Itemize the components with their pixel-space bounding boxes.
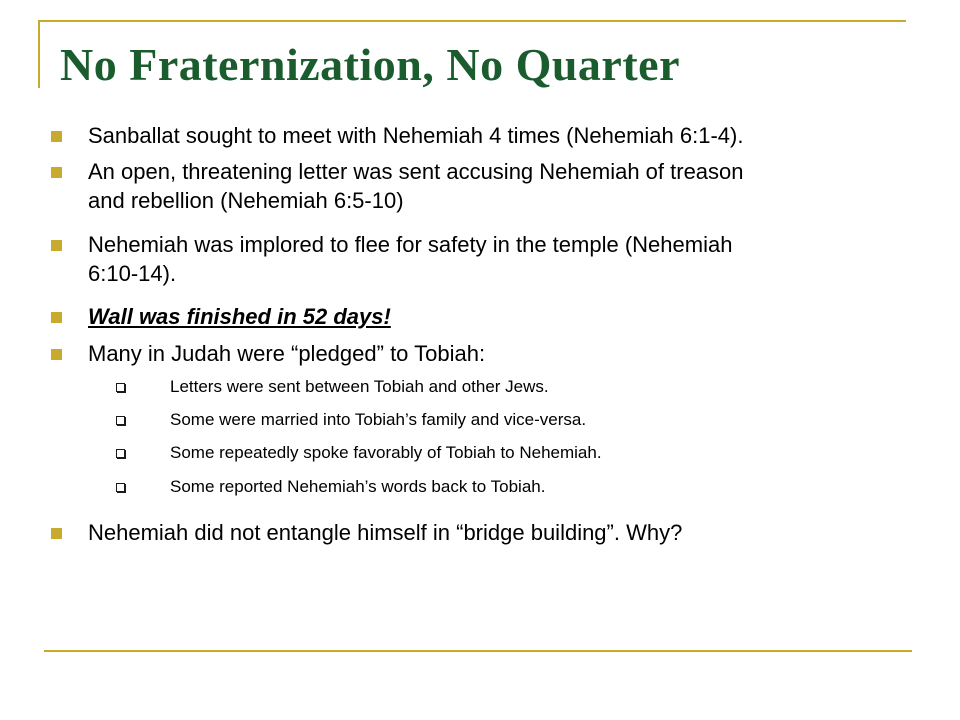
checkbox-bullet-icon (116, 383, 125, 392)
bullet-text-line (88, 186, 404, 215)
text-segment: Sanballat sought to meet with Nehemiah 4 times ( (88, 123, 574, 148)
slide-title: No Fraternization, No Quarter (60, 39, 681, 90)
frame-bottom-rule (44, 650, 912, 652)
scripture-reference: Nehemiah 6:1-4 (573, 123, 731, 148)
bullet-text-line (88, 518, 682, 547)
square-bullet-icon (51, 312, 62, 323)
text-segment: Many in Judah were (88, 341, 291, 366)
sub-bullet-text: Some repeatedly spoke favorably of Tobiah to Nehemiah. (170, 443, 602, 462)
scripture-reference: Nehemiah 6:5-10 (227, 188, 397, 213)
text-segment: ) (396, 188, 404, 213)
sub-bullet-text: Letters were sent between Tobiah and other Jews. (170, 377, 549, 396)
bullet-text-line (88, 339, 485, 368)
checkbox-bullet-icon (116, 416, 125, 425)
text-segment: Nehemiah was implored to flee for safety in the temple ( (88, 232, 633, 257)
square-bullet-icon (51, 349, 62, 360)
sub-bullet-text: Some reported Nehemiah’s words back to Tobiah. (170, 477, 546, 496)
sub-bullet-text: Some were married into Tobiah’s family and vice-versa. (170, 410, 587, 429)
text-segment: Nehemiah did not entangle himself in “bridge building”. Why? (88, 520, 683, 545)
bullet-text-line (88, 230, 732, 259)
bullet-text-line (88, 302, 391, 331)
scripture-reference: 6:10-14 (88, 261, 163, 286)
frame-left-rule (38, 20, 40, 88)
checkbox-bullet-icon (116, 449, 125, 458)
text-segment: ). (730, 123, 744, 148)
bullet-text-line (88, 259, 176, 288)
text-segment: An open, threatening letter was sent accusing Nehemiah of treason (88, 159, 744, 184)
text-segment: “pledged” (291, 341, 384, 366)
scripture-reference: Nehemiah (632, 232, 733, 257)
emphasis-text: Wall was finished in 52 days! (88, 304, 391, 329)
square-bullet-icon (51, 167, 62, 178)
square-bullet-icon (51, 240, 62, 251)
bullet-text-line (88, 157, 744, 186)
square-bullet-icon (51, 131, 62, 142)
checkbox-bullet-icon (116, 483, 125, 492)
text-segment: to Tobiah: (383, 341, 486, 366)
square-bullet-icon (51, 528, 62, 539)
text-segment: and rebellion ( (88, 188, 228, 213)
bullet-text-line (88, 121, 743, 150)
text-segment: ). (162, 261, 177, 286)
frame-top-rule (38, 20, 906, 22)
